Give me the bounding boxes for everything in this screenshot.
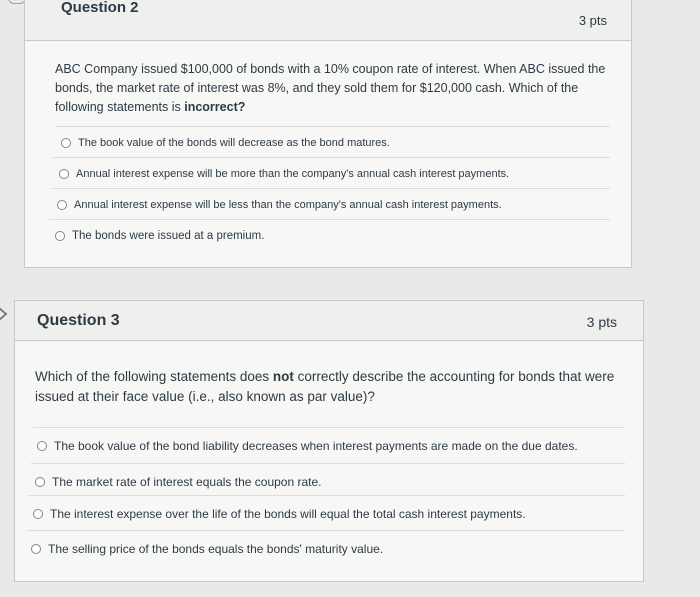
radio-button[interactable]	[35, 477, 45, 487]
question-2-text	[55, 60, 615, 116]
q3-answer-1-label: The book value of the bond liability decreases when interest payments are made on the due dates.	[54, 438, 578, 453]
radio-button[interactable]	[37, 441, 47, 451]
question-3-points: 3 pts	[586, 314, 617, 330]
q2-answer-3-label: Annual interest expense will be less than the company's annual cash interest payments.	[74, 198, 502, 211]
q3-answer-3-label: The interest expense over the life of the bonds will equal the total cash interest payments.	[50, 506, 526, 521]
radio-button[interactable]	[55, 231, 65, 241]
question-3-text-main: Which of the following statements does	[35, 369, 273, 384]
question-2-title: Question 2	[61, 0, 139, 16]
question-2-points: 3 pts	[578, 13, 607, 28]
q2-answer-4-label: The bonds were issued at a premium.	[72, 229, 265, 242]
q3-answer-2[interactable]	[31, 463, 625, 499]
radio-button[interactable]	[31, 544, 41, 554]
chevron-right-icon	[0, 306, 9, 322]
q3-answer-2-label: The market rate of interest equals the coupon rate.	[52, 474, 322, 489]
question-3-header	[15, 301, 643, 341]
radio-button[interactable]	[33, 509, 43, 519]
question-3-text-end: correctly describe the accounting for bonds that were issued at their face value (i.e., also known as par value)?	[35, 369, 615, 405]
q3-answer-4-label: The selling price of the bonds equals the bonds' maturity value.	[48, 541, 384, 556]
q2-answer-3[interactable]	[51, 188, 610, 220]
q2-answer-1[interactable]	[55, 126, 610, 158]
q3-answer-3[interactable]	[29, 495, 625, 531]
question-2-header	[25, 0, 631, 41]
q2-answer-2[interactable]	[53, 157, 610, 189]
question-3-text	[35, 367, 625, 408]
q2-answer-2-label: Annual interest expense will be more than the company's annual cash interest payments.	[76, 167, 510, 180]
question-2-text-emphasis: incorrect?	[184, 99, 246, 114]
radio-button[interactable]	[59, 169, 69, 179]
radio-button[interactable]	[57, 200, 67, 210]
question-3-text-emphasis: not	[272, 369, 294, 384]
radio-button[interactable]	[61, 138, 71, 148]
q2-answer-4[interactable]	[49, 219, 610, 251]
q3-answer-1[interactable]	[33, 427, 625, 463]
question-3-title: Question 3	[37, 312, 120, 329]
question-2-card	[24, 0, 632, 268]
q2-answer-1-label: The book value of the bonds will decrease as the bond matures.	[78, 136, 390, 149]
q3-answer-4[interactable]	[27, 530, 625, 566]
question-2-text-main: ABC Company issued $100,000 of bonds with a 10% coupon rate of interest. When ABC issued the bonds, the market rate of interest was 8%, and they sold them for $120,000 cash. Which of the following statements is	[55, 62, 606, 114]
question-3-card	[14, 300, 644, 582]
